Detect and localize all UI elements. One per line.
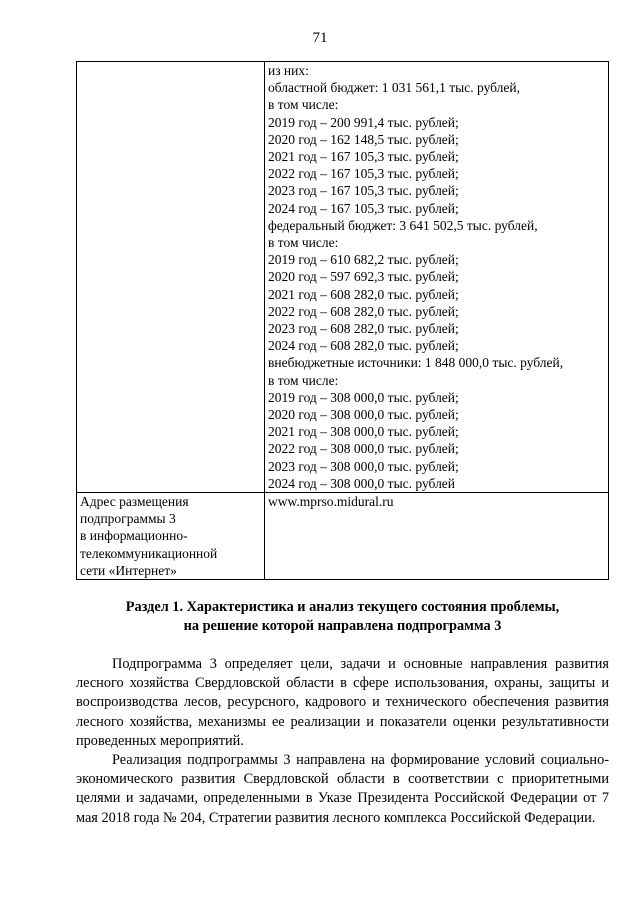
- address-value-cell: [265, 493, 609, 580]
- section-title-line: на решение которой направлена подпрограмма 3: [183, 618, 502, 634]
- address-label-line: телекоммуникационной: [80, 545, 218, 561]
- table-row: [77, 493, 609, 580]
- page-number: 71: [312, 30, 328, 46]
- passport-table: [76, 61, 609, 580]
- financing-line: 2021 год – 167 105,3 тыс. рублей;: [268, 149, 459, 165]
- financing-line: федеральный бюджет: 3 641 502,5 тыс. рублей,: [268, 217, 538, 233]
- financing-line: 2019 год – 610 682,2 тыс. рублей;: [268, 252, 459, 268]
- financing-line: 2023 год – 608 282,0 тыс. рублей;: [268, 321, 459, 337]
- paragraph: Реализация подпрограммы 3 направлена на формирование условий социально-экономического развития Свердловской области в соответствии с приоритетными целями и задачами, определенными в Указе Президента Российской Федерации от 7 мая 2018 года № 204, Стратегии развития лесного комплекса Российской Федерации.: [76, 752, 609, 826]
- financing-line: внебюджетные источники: 1 848 000,0 тыс. рублей,: [268, 355, 564, 371]
- financing-line: 2023 год – 308 000,0 тыс. рублей;: [268, 458, 459, 474]
- financing-line: в том числе:: [268, 235, 339, 251]
- financing-line: 2024 год – 608 282,0 тыс. рублей;: [268, 338, 459, 354]
- financing-line: из них:: [268, 63, 309, 78]
- financing-line: 2024 год – 167 105,3 тыс. рублей;: [268, 200, 459, 216]
- financing-line: 2024 год – 308 000,0 тыс. рублей: [268, 475, 456, 491]
- body-text: [76, 655, 609, 828]
- financing-line: в том числе:: [268, 372, 339, 388]
- financing-line: в том числе:: [268, 97, 339, 113]
- financing-line: областной бюджет: 1 031 561,1 тыс. рублей,: [268, 80, 520, 96]
- address-label-line: подпрограммы 3: [80, 511, 176, 527]
- financing-line: 2020 год – 162 148,5 тыс. рублей;: [268, 131, 459, 147]
- financing-line: 2022 год – 308 000,0 тыс. рублей;: [268, 441, 459, 457]
- address-label-cell: [77, 493, 265, 580]
- financing-cell: [265, 62, 609, 493]
- financing-line: 2021 год – 308 000,0 тыс. рублей;: [268, 424, 459, 440]
- table-row: [77, 62, 609, 493]
- website-url: www.mprso.midural.ru: [268, 494, 394, 510]
- financing-line: 2023 год – 167 105,3 тыс. рублей;: [268, 183, 459, 199]
- financing-line: 2020 год – 308 000,0 тыс. рублей;: [268, 407, 459, 423]
- financing-line: 2019 год – 308 000,0 тыс. рублей;: [268, 389, 459, 405]
- financing-line: 2022 год – 167 105,3 тыс. рублей;: [268, 166, 459, 182]
- address-label-line: сети «Интернет»: [80, 562, 177, 578]
- address-label-line: в информационно-: [80, 528, 188, 544]
- financing-line: 2021 год – 608 282,0 тыс. рублей;: [268, 286, 459, 302]
- section-title: [76, 598, 609, 636]
- address-label-line: Адрес размещения: [80, 494, 189, 510]
- row1-label-cell: [77, 62, 265, 493]
- financing-line: 2020 год – 597 692,3 тыс. рублей;: [268, 269, 459, 285]
- financing-line: 2022 год – 608 282,0 тыс. рублей;: [268, 303, 459, 319]
- paragraph: Подпрограмма 3 определяет цели, задачи и основные направления развития лесного хозяйства Свердловской области в сфере использования, охраны, защиты и воспроизводства лесов, ресурсного, кадрового и технического обеспечения развития лесного хозяйства, механизмы ее реализации и показатели оценки результативности проведенных мероприятий.: [76, 656, 609, 749]
- section-title-line: Раздел 1. Характеристика и анализ текущего состояния проблемы,: [125, 599, 560, 615]
- financing-line: 2019 год – 200 991,4 тыс. рублей;: [268, 114, 459, 130]
